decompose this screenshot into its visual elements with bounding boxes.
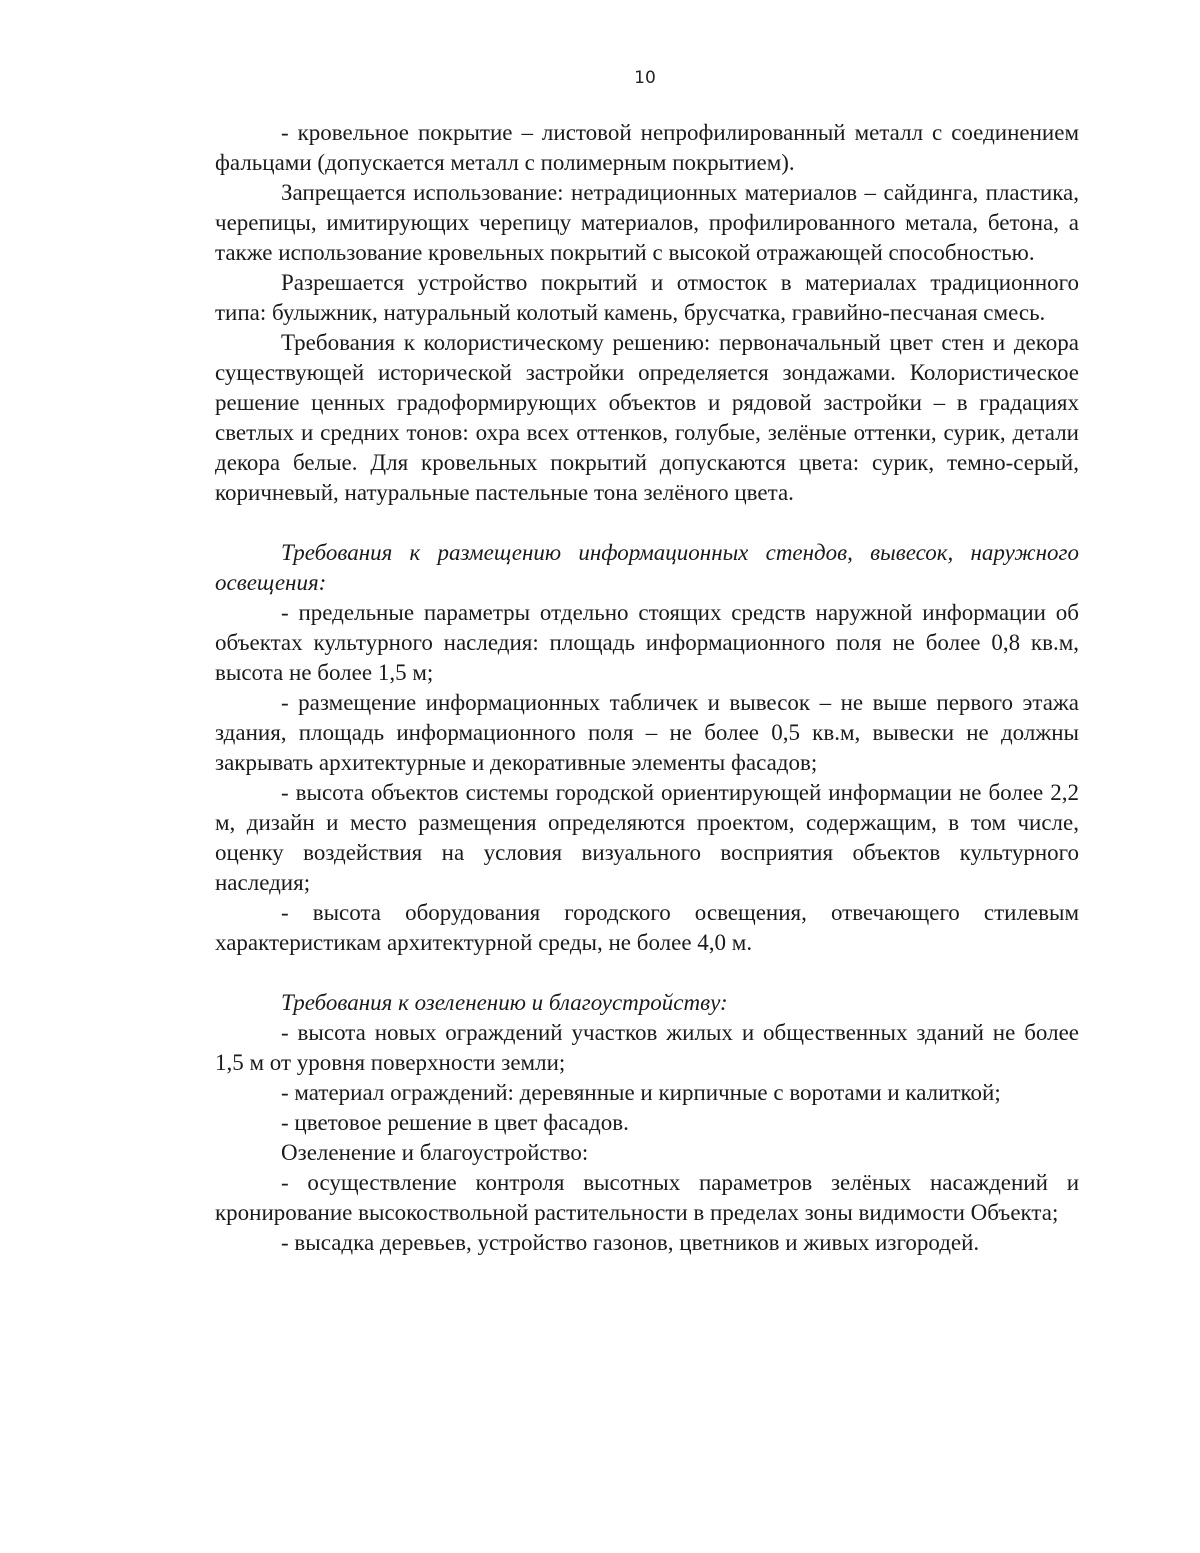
paragraph-allowed-paving: Разрешается устройство покрытий и отмосток в материалах традиционного типа: булыжник, натуральный колотый камень, брусчатка, гравийно-песчаная смесь. [215, 270, 1079, 325]
paragraph-color-requirements: Требования к колористическому решению: первоначальный цвет стен и декора существующей исторической застройки определяется зондажами. Колористическое решение ценных градоформирующих объектов и рядовой застройки – в градациях светлых и средних тонов: охра всех оттенков, голубые, зелёные оттенки, сурик, детали декора белые. Для кровельных покрытий допускаются цвета: сурик, темно-серый, коричневый, натуральные пастельные тона зелёного цвета. [215, 330, 1079, 505]
paragraph-planting: - высадка деревьев, устройство газонов, цветников и живых изгородей. [281, 1230, 980, 1255]
paragraph-fence-color: - цветовое решение в цвет фасадов. [281, 1110, 629, 1135]
paragraph-landscaping-title: Озеленение и благоустройство: [281, 1140, 589, 1165]
page-number: 10 [634, 68, 656, 88]
paragraph-signs-placement: - размещение информационных табличек и вывесок – не выше первого этажа здания, площадь информационного поля – не более 0,5 кв.м, вывески не должны закрывать архитектурные и декоративные элементы фасадов; [215, 690, 1079, 775]
paragraph-fence-material: - материал ограждений: деревянные и кирпичные с воротами и калиткой; [281, 1080, 1001, 1105]
paragraph-lighting-height: - высота оборудования городского освещения, отвечающего стилевым характеристикам архитектурной среды, не более 4,0 м. [215, 900, 1079, 955]
paragraph-orientation-info-height: - высота объектов системы городской ориентирующей информации не более 2,2 м, дизайн и место размещения определяются проектом, содержащим, в том числе, оценку воздействия на условия визуального восприятия объектов культурного наследия; [215, 780, 1079, 895]
section-heading-landscaping: Требования к озеленению и благоустройству: [281, 990, 728, 1015]
document-body [215, 118, 1079, 1258]
paragraph-roof-covering: - кровельное покрытие – листовой непрофилированный металл с соединением фальцами (допускается металл с полимерным покрытием). [215, 120, 1079, 175]
paragraph-standalone-info-params: - предельные параметры отдельно стоящих средств наружной информации об объектах культурного наследия: площадь информационного поля не более 0,8 кв.м, высота не более 1,5 м; [215, 600, 1079, 685]
paragraph-tree-height-control: - осуществление контроля высотных параметров зелёных насаждений и кронирование высокоствольной растительности в пределах зоны видимости Объекта; [215, 1170, 1079, 1225]
section-heading-information-stands: Требования к размещению информационных стендов, вывесок, наружного освещения: [215, 540, 1079, 595]
paragraph-prohibited-materials: Запрещается использование: нетрадиционных материалов – сайдинга, пластика, черепицы, имитирующих черепицу материалов, профилированного метала, бетона, а также использование кровельных покрытий с высокой отражающей способностью. [215, 180, 1079, 265]
paragraph-fence-height: - высота новых ограждений участков жилых и общественных зданий не более 1,5 м от уровня поверхности земли; [215, 1020, 1079, 1075]
